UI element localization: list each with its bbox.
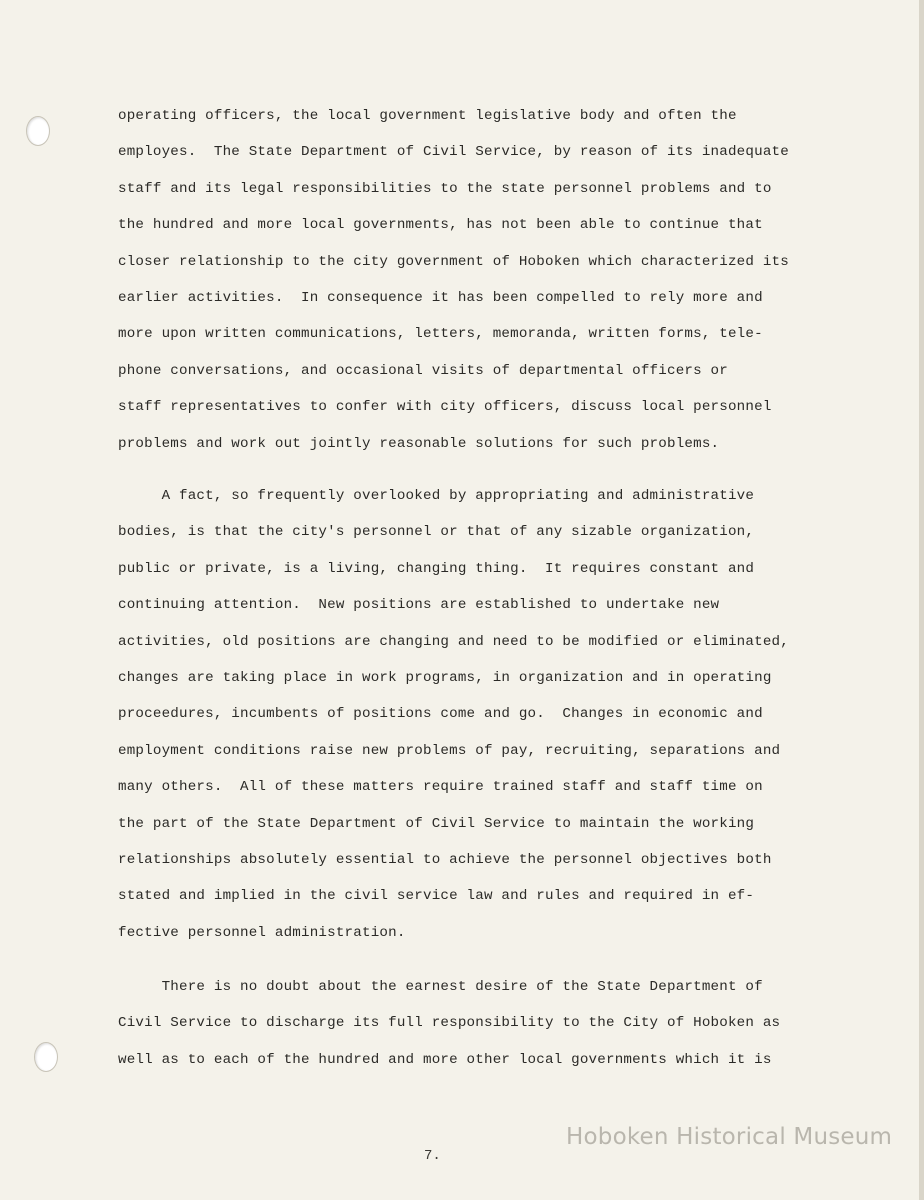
text-line: problems and work out jointly reasonable solutions for such problems.: [118, 435, 720, 452]
punch-hole-top: [26, 116, 50, 146]
text-line: operating officers, the local government legislative body and often the: [118, 108, 737, 124]
text-line: staff and its legal responsibilities to the state personnel problems and to: [118, 180, 772, 197]
museum-watermark: Hoboken Historical Museum: [566, 1124, 893, 1150]
text-line: Civil Service to discharge its full responsibility to the City of Hoboken as: [118, 1015, 781, 1032]
text-line: well as to each of the hundred and more other local governments which it is: [118, 1051, 772, 1068]
text-line: more upon written communications, letters, memoranda, written forms, tele-: [118, 326, 763, 343]
text-line: bodies, is that the city's personnel or that of any sizable organization,: [118, 524, 755, 541]
text-line: A fact, so frequently overlooked by appropriating and administrative: [118, 488, 755, 504]
text-line: the part of the State Department of Civil Service to maintain the working: [118, 815, 755, 832]
text-line: phone conversations, and occasional visits of departmental officers or: [118, 362, 728, 379]
paragraph-2: [118, 478, 818, 951]
paragraph-1: [118, 98, 818, 462]
text-line: staff representatives to confer with city officers, discuss local personnel: [118, 399, 772, 416]
page-number: 7.: [424, 1148, 441, 1164]
text-line: public or private, is a living, changing thing. It requires constant and: [118, 560, 755, 577]
text-line: earlier activities. In consequence it has been compelled to rely more and: [118, 289, 763, 306]
text-line: employment conditions raise new problems of pay, recruiting, separations and: [118, 742, 781, 759]
text-line: There is no doubt about the earnest desire of the State Department of: [118, 979, 763, 995]
text-line: proceedures, incumbents of positions come and go. Changes in economic and: [118, 706, 763, 723]
text-line: continuing attention. New positions are established to undertake new: [118, 597, 720, 614]
text-line: relationships absolutely essential to achieve the personnel objectives both: [118, 851, 772, 868]
page-edge: [919, 0, 924, 1200]
text-line: closer relationship to the city government of Hoboken which characterized its: [118, 253, 789, 270]
text-line: employes. The State Department of Civil Service, by reason of its inadequate: [118, 144, 789, 161]
paragraph-3: [118, 969, 818, 1078]
text-line: many others. All of these matters require trained staff and staff time on: [118, 779, 763, 796]
text-line: fective personnel administration.: [118, 924, 406, 941]
punch-hole-bottom: [34, 1042, 58, 1072]
text-line: the hundred and more local governments, has not been able to continue that: [118, 217, 763, 234]
text-line: changes are taking place in work programs, in organization and in operating: [118, 669, 772, 686]
text-line: stated and implied in the civil service law and rules and required in ef-: [118, 888, 755, 905]
text-line: activities, old positions are changing and need to be modified or eliminated,: [118, 633, 789, 650]
